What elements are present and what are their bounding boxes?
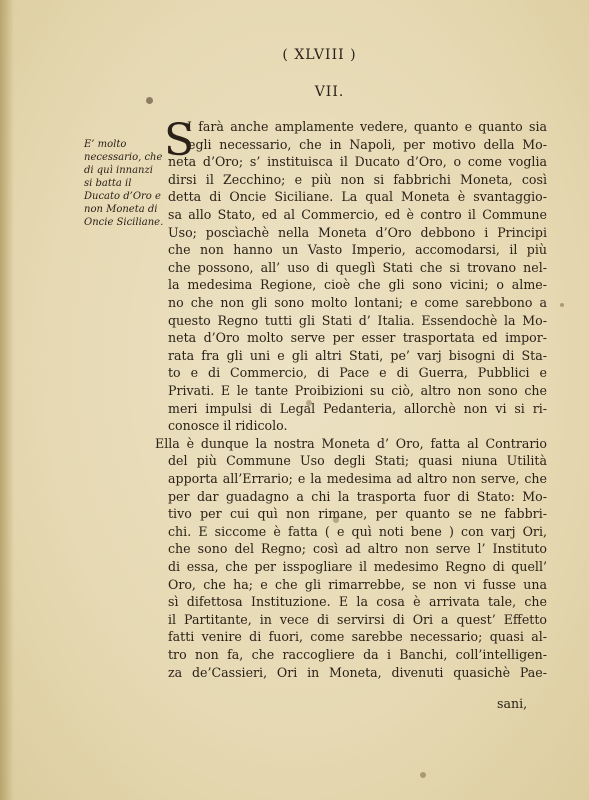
text-line: sa allo Stato, ed al Commercio, ed è contro il Commune — [168, 207, 547, 222]
text-line: to e di Commercio, di Pace e di Guerra, Pubblici e — [168, 365, 547, 381]
text-line: del più Commune Uso degli Stati; quasi niuna Utilità — [168, 453, 547, 469]
text-line: che possono, all’ uso di queglì Stati che si trovano nel- — [168, 259, 547, 275]
ink-spot — [146, 97, 153, 104]
ink-spot — [306, 400, 312, 406]
text-line: Ella è dunque la nostra Moneta d’ Oro, fatta al Contrario — [155, 435, 547, 451]
text-line: za de’Cassieri, Ori in Moneta, divenuti quasichè Pae- — [168, 664, 547, 680]
text-line: rata fra gli uni e gli altri Stati, pe’ varj bisogni di Sta- — [168, 347, 547, 363]
text-line: I farà anche amplamente vedere, quanto e quanto sia — [187, 119, 547, 134]
text-line: tivo per cui quì non rimane, per quanto se ne fabbri- — [168, 506, 547, 522]
ink-spot — [420, 772, 426, 778]
text-line: che sono del Regno; così ad altro non serve l’ Instituto — [168, 541, 547, 557]
page-gutter-shadow — [0, 0, 14, 800]
text-line: la medesima Regione, cioè che gli sono vicini; o alme- — [168, 277, 547, 293]
text-line: neta d’Oro; s’ instituisca il Ducato d’Oro, o come voglia — [168, 154, 547, 170]
text-line: meri impulsi di Legal Pedanteria, allorchè non vi si ri- — [168, 400, 547, 416]
text-line: di essa, che per isspogliare il medesimo Regno di quell’ — [168, 559, 547, 574]
text-line: questo Regno tutti gli Stati d’ Italia. Essendochè la Mo- — [168, 312, 547, 328]
text-line: apporta all’Errario; e la medesima ad altro non serve, che — [168, 471, 547, 486]
text-line: fatti venire di fuori, come sarebbe necessario; quasi al- — [168, 629, 547, 645]
margin-note: E’ molto necessario, che di quì innanzi si batta il Ducato d’Oro e non Moneta di Oncie Siciliane. — [84, 139, 164, 228]
text-line: no che non gli sono molto lontani; e come sarebbono a — [168, 295, 547, 310]
drop-cap: S — [164, 115, 195, 166]
page-number: ( XLVIII ) — [282, 47, 357, 63]
text-line: dirsi il Zecchino; e più non si fabbrichi Moneta, così — [168, 171, 547, 187]
text-line: Uso; poscìachè nella Moneta d’Oro debbono i Principi — [168, 224, 547, 240]
text-line: per dar guadagno a chi la trasporta fuor di Stato: Mo- — [168, 488, 547, 504]
ink-spot — [560, 303, 564, 307]
text-line: detta di Oncie Siciliane. La qual Moneta è svantaggio- — [168, 189, 547, 205]
text-line: tro non fa, che raccogliere da i Banchi, coll’intelligen- — [168, 647, 547, 662]
text-line: chi. E siccome è fatta ( e quì noti bene ) con varj Ori, — [168, 523, 547, 539]
text-line: Privati. E le tante Proibizioni su ciò, altro non sono che — [168, 383, 547, 398]
text-line: egli necessario, che in Napoli, per motivo della Mo- — [188, 136, 547, 152]
ink-spot — [333, 517, 339, 523]
text-line: il Partitante, in vece di servirsi di Ori a quest’ Effetto — [168, 611, 547, 627]
text-line: Oro, che ha; e che gli rimarrebbe, se non vi fusse una — [168, 576, 547, 592]
text-line: neta d’Oro molto serve per esser trasportata ed impor- — [168, 330, 547, 346]
catchword: sani, — [497, 696, 528, 711]
section-heading: VII. — [314, 84, 345, 100]
text-line: sì difettosa Instituzione. E la cosa è arrivata tale, che — [168, 594, 547, 610]
text-line: che non hanno un Vasto Imperio, accomodarsi, il più — [168, 242, 547, 258]
text-line: conosce il ridicolo. — [168, 418, 288, 434]
